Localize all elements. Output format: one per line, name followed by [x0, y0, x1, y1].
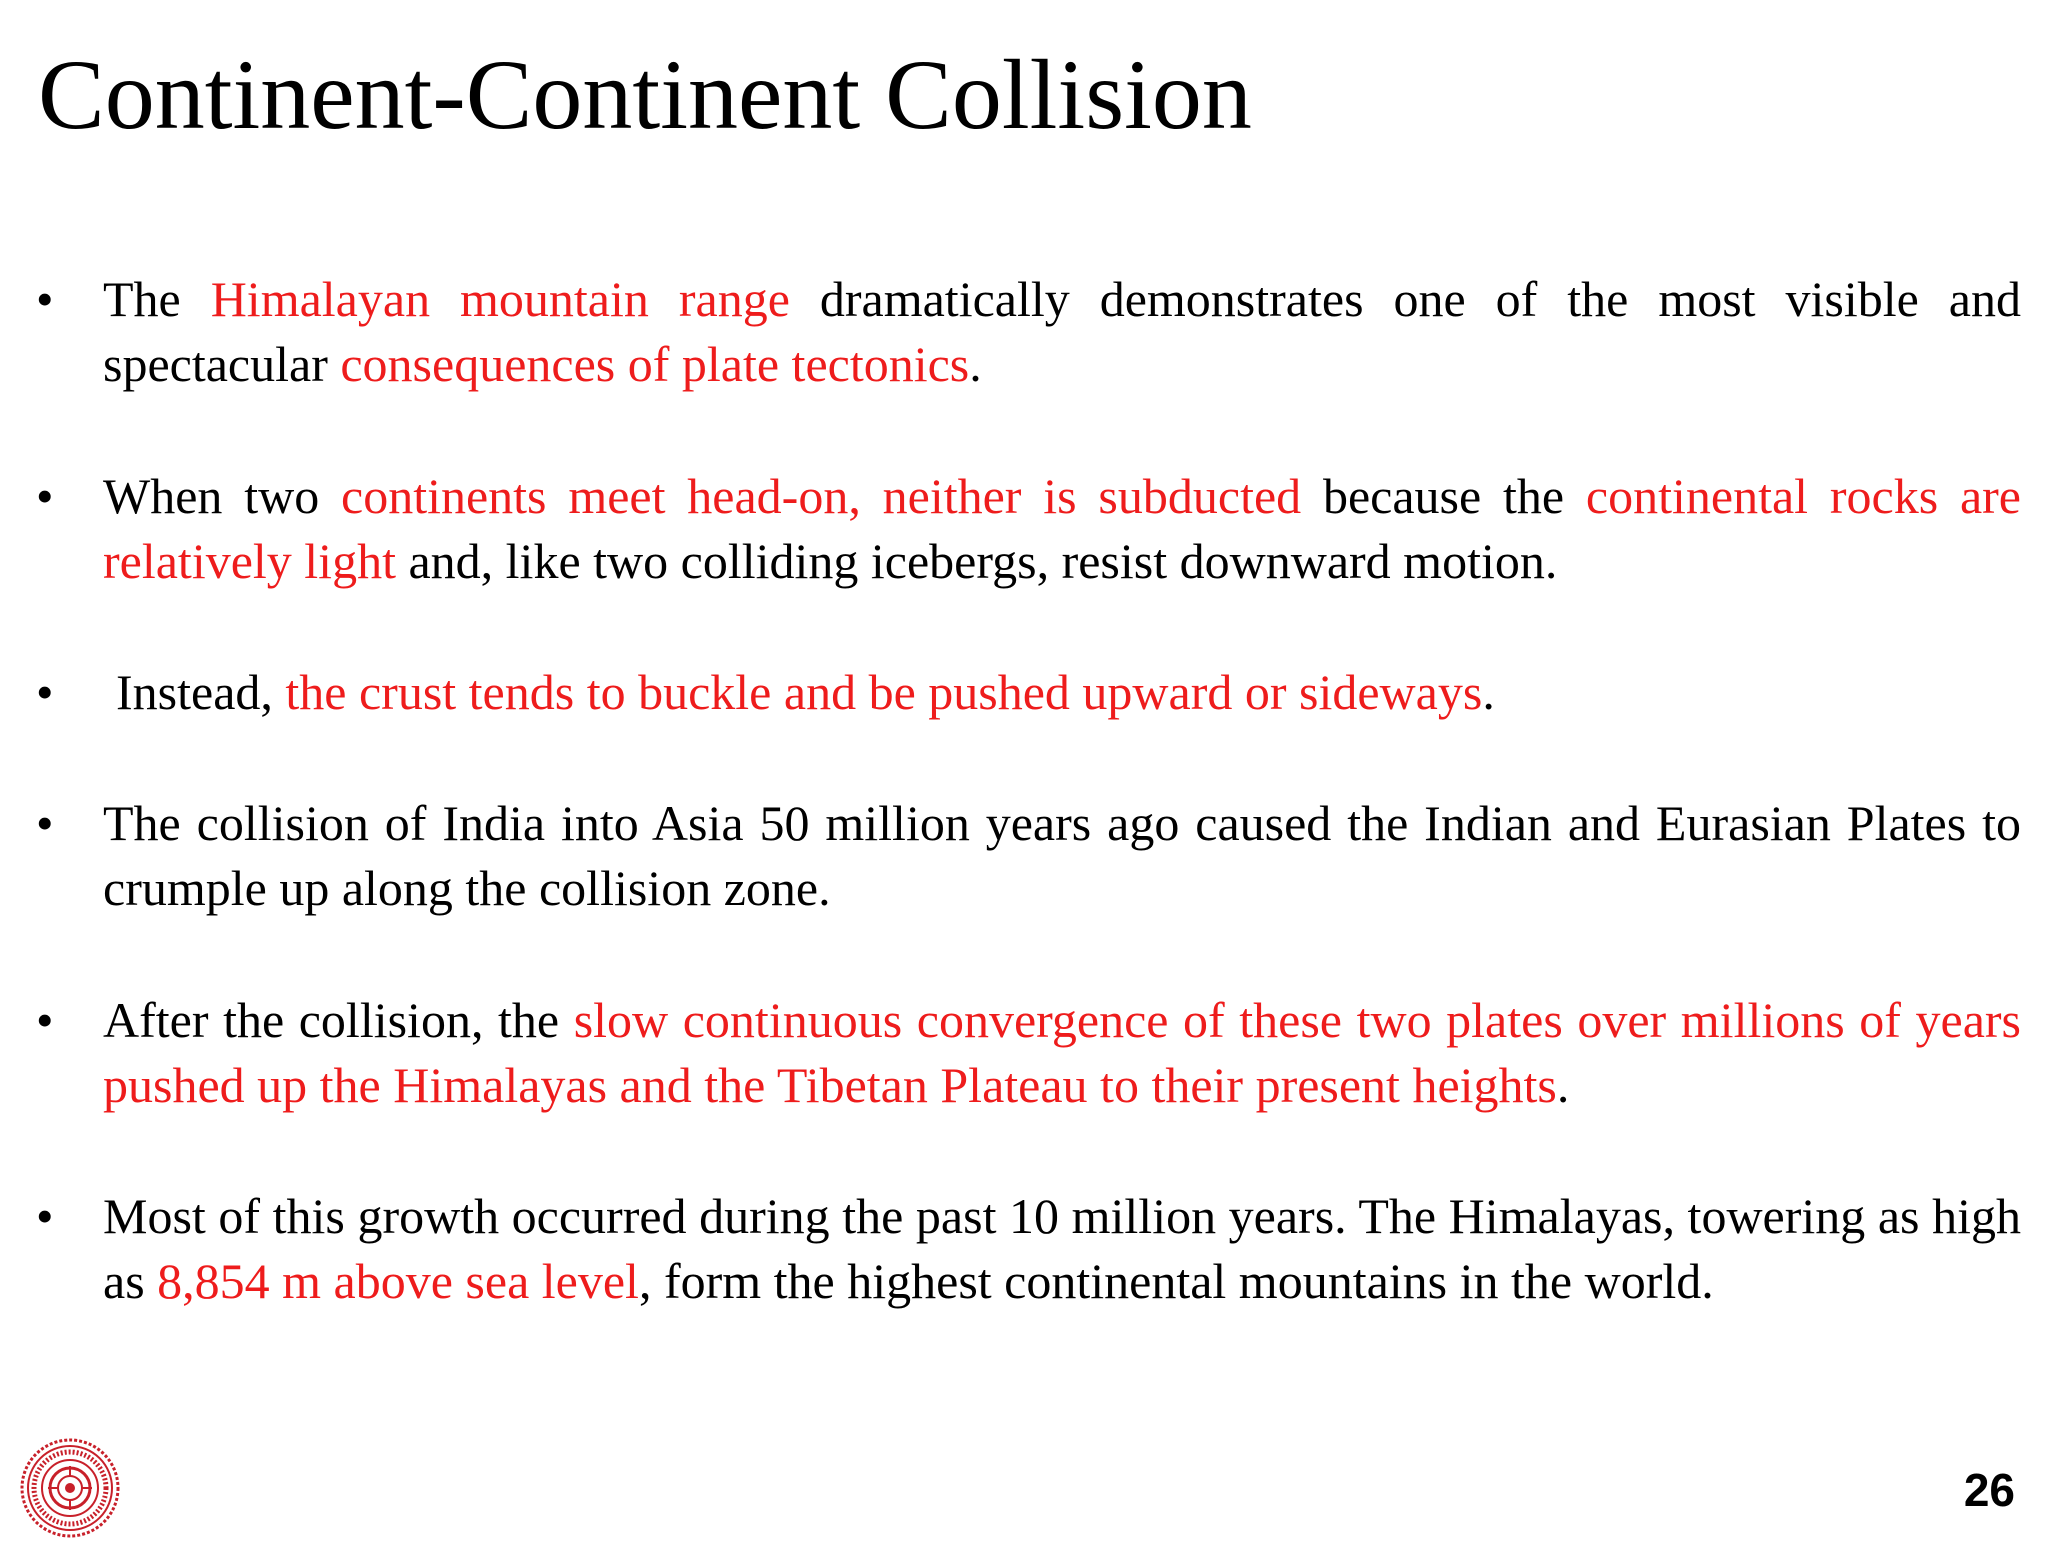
institute-seal-icon [18, 1436, 122, 1540]
text-segment: . [969, 336, 982, 392]
text-segment: , form the highest continental mountains in the world. [638, 1253, 1714, 1309]
text-segment: and, like two colliding icebergs, resist downward motion. [395, 533, 1558, 589]
bullet-marker: • [36, 1188, 54, 1244]
bullet-text-1 [103, 267, 2021, 397]
highlight-segment: Himalayan mountain range [210, 271, 790, 327]
text-segment: Instead, [116, 664, 286, 720]
highlight-segment: the crust tends to buckle and be pushed upward or sideways [285, 664, 1483, 720]
text-segment: The collision of India into Asia 50 million years ago caused the Indian and Eurasian Plates to crumple up along the collision zone. [103, 795, 2021, 916]
bullet-marker: • [36, 992, 54, 1048]
bullet-text-2 [103, 464, 2021, 594]
bullet-marker: • [36, 271, 54, 327]
bullet-text-6 [103, 1184, 2021, 1314]
text-segment: . [1556, 1057, 1570, 1113]
highlight-segment: 8,854 m above sea level [157, 1253, 639, 1309]
highlight-segment: consequences of plate tectonics [340, 336, 970, 392]
highlight-segment: continents meet head-on, neither is subducted [341, 468, 1302, 524]
highlight-segment: slow continuous convergence of these two plates over millions of years pushed up the Himalayas and the Tibetan Plateau to their present heights [103, 992, 2021, 1113]
highlight-segment: continental rocks are relatively light [103, 468, 2022, 589]
text-segment: When two [103, 468, 341, 524]
text-segment: Most of this growth occurred during the past 10 million years. The Himalayas, towering as high as [103, 1188, 2021, 1309]
bullet-text-5 [103, 988, 2021, 1118]
page-number: 26 [1963, 1464, 2015, 1516]
bullet-marker: • [36, 795, 54, 851]
text-segment: The [103, 271, 211, 327]
bullet-text-4 [103, 791, 2021, 921]
bullet-text-3 [116, 660, 2021, 725]
text-segment: dramatically demonstrates one of the most visible and spectacular [103, 271, 2022, 392]
text-segment: because the [1301, 468, 1586, 524]
bullet-marker: • [36, 468, 54, 524]
bullet-marker: • [36, 664, 54, 720]
text-segment: . [1482, 664, 1495, 720]
slide-title: Continent-Continent Collision [38, 39, 1252, 150]
text-segment: After the collision, the [103, 992, 574, 1048]
